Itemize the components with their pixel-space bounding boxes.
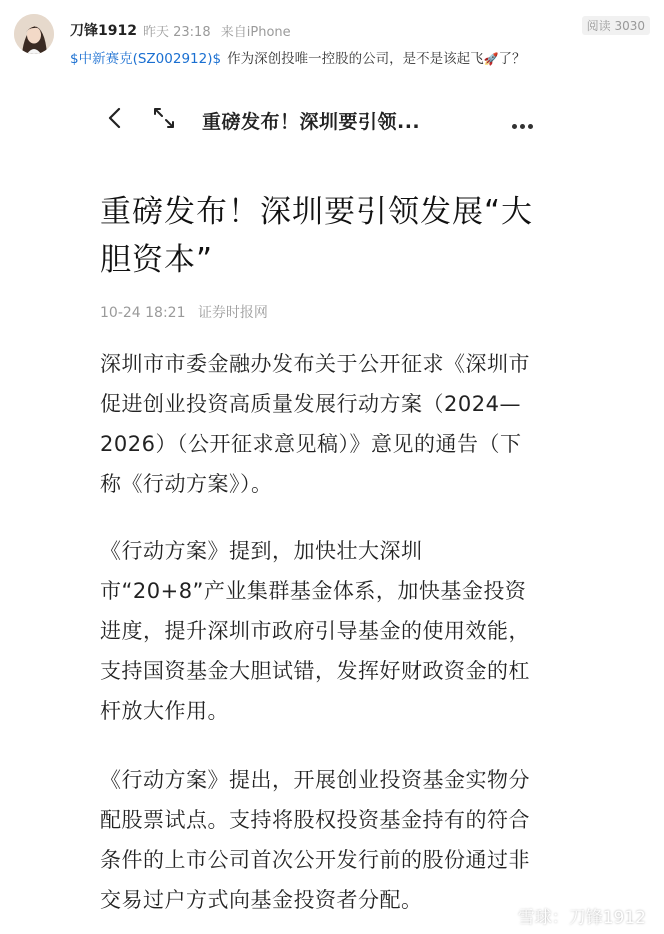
article-image[interactable] (78, 88, 558, 934)
article-source: 证券时报网 (197, 305, 268, 321)
article-paragraph: 《行动方案》提到，加快壮大深圳市“20+8”产业集群基金体系，加快基金投资进度，提升深圳市政府引导基金的使用效能，支持国资基金大胆试错，发挥好财政资金的杠杆放大作用。 (100, 539, 530, 723)
post-source: 来自iPhone (220, 25, 291, 40)
article-paragraph: 深圳市市委金融办发布关于公开征求《深圳市促进创业投资高质量发展行动方案（2024—2026）（公开征求意见稿）》意见的通告（下称《行动方案》）。 (100, 352, 530, 496)
watermark-text: 雪球：刀锋1912 (517, 908, 646, 928)
user-avatar[interactable] (14, 14, 54, 54)
post-username[interactable]: 刀锋1912 (70, 23, 137, 39)
post-time: 昨天 23:18 (143, 25, 211, 40)
more-options-icon[interactable] (512, 114, 536, 122)
article-nav-title: 重磅发布！深圳要引领... (202, 111, 421, 133)
view-count-badge: 阅读 3030 (582, 16, 650, 35)
article-headline: 重磅发布！深圳要引领发展“大胆资本” (100, 194, 534, 278)
article-nav-bar (78, 88, 558, 150)
article-date: 10-24 18:21 (100, 305, 186, 321)
post-text-tail: 了？ (498, 51, 526, 67)
stock-link[interactable]: $中新赛克(SZ002912)$ (70, 51, 222, 67)
expand-icon[interactable] (152, 106, 176, 130)
article-paragraph: 《行动方案》提出，开展创业投资基金实物分配股票试点。支持将股权投资基金持有的符合条件的上市公司首次公开发行前的股份通过非交易过户方式向基金投资者分配。 (100, 768, 530, 912)
article-byline (100, 302, 276, 322)
post-text (70, 47, 526, 67)
rocket-emoji-icon: 🚀 (483, 52, 499, 66)
snowball-logo-icon (492, 908, 514, 926)
post-meta (143, 21, 297, 40)
watermark (492, 903, 646, 928)
post-text-main: 作为深创投唯一控股的公司，是不是该起飞 (227, 51, 484, 67)
back-arrow-icon[interactable] (104, 106, 128, 130)
avatar-image (14, 14, 54, 54)
